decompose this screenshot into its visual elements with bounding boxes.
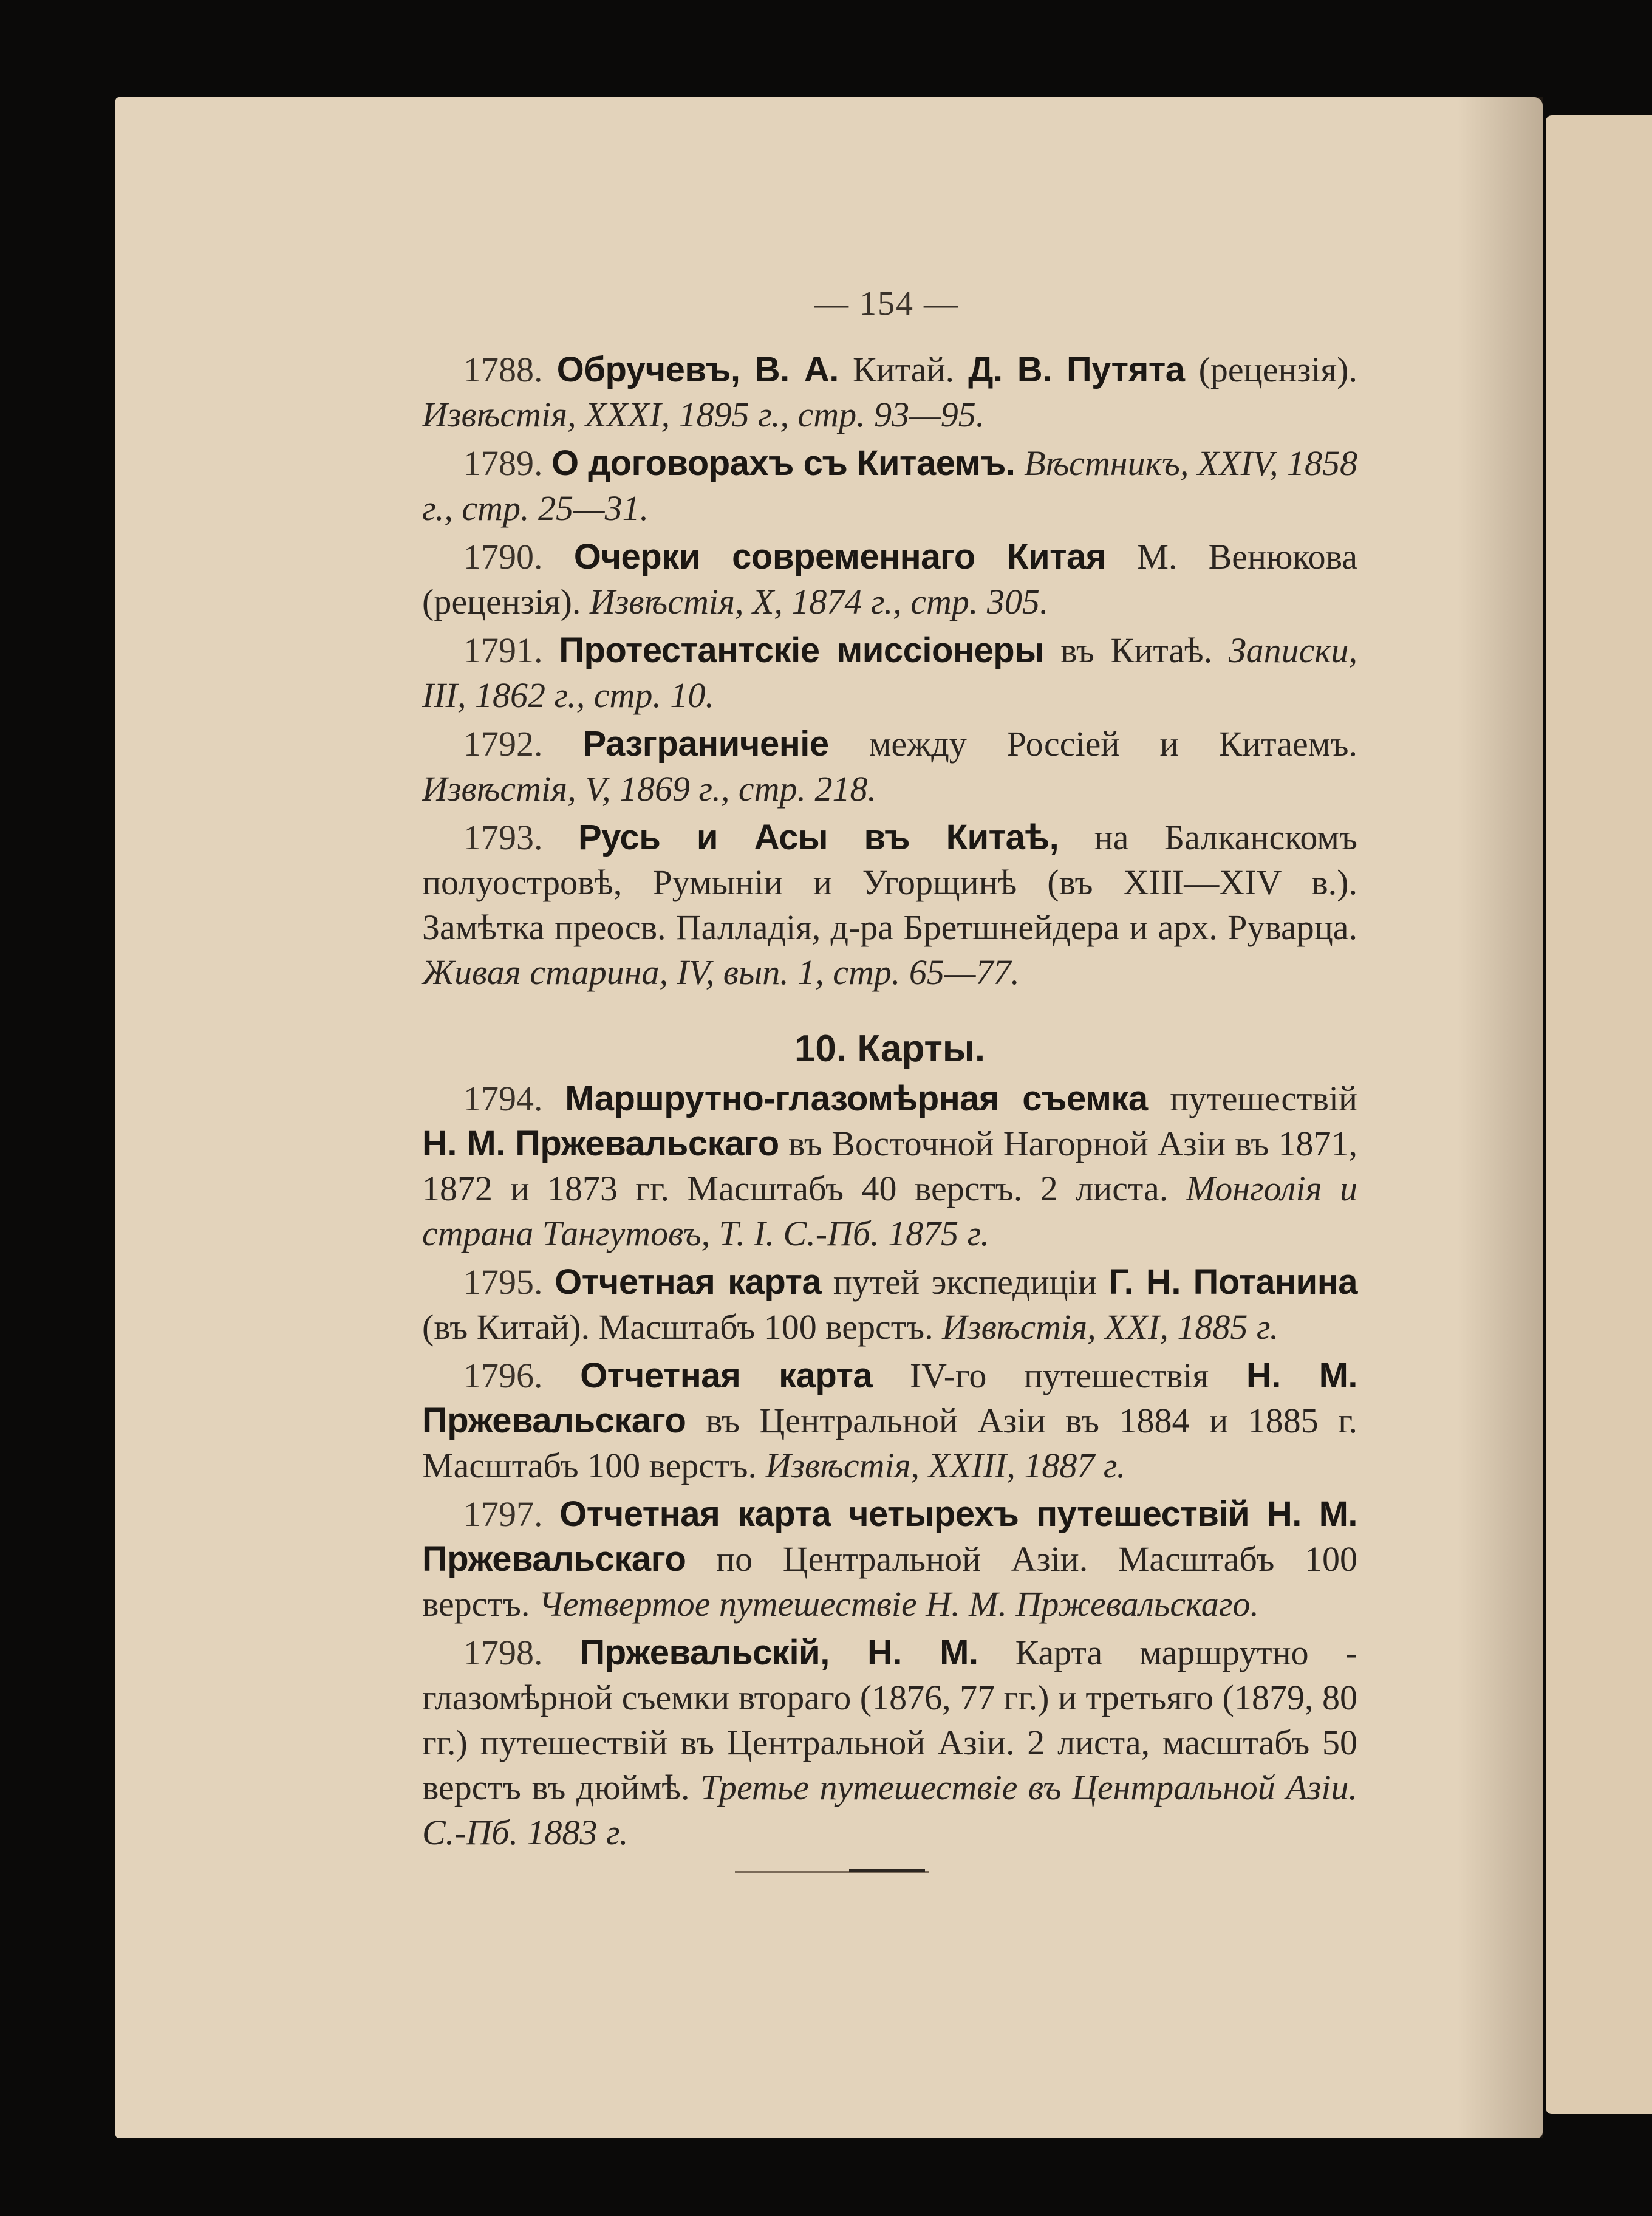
entry-text: въ Китаѣ.	[1044, 631, 1229, 670]
entry-1793	[422, 815, 1357, 995]
entry-source: Третье путешествіе въ Центральной Азіи. С.-Пб. 1883 г.	[422, 1768, 1357, 1852]
entry-1789	[422, 441, 1357, 531]
entry-title-2: Д. В. Путята	[968, 350, 1185, 389]
entry-title-2: Н. М. Пржевальскаго	[422, 1124, 779, 1163]
entry-source: Извѣстія, XXXI, 1895 г., стр. 93—95.	[422, 395, 985, 434]
entry-text: между Россіей и Китаемъ.	[828, 724, 1357, 764]
entry-title: Отчетная карта	[555, 1262, 822, 1302]
entry-title-2: Г. Н. Потанина	[1108, 1262, 1357, 1302]
entry-number: 1797.	[463, 1494, 543, 1534]
entry-source: Четвертое путешествіе Н. М. Пржевальскаго.	[538, 1584, 1259, 1624]
entry-title: Пржевальскій, Н. М.	[579, 1633, 978, 1672]
page-number: — 154 —	[814, 285, 959, 323]
entry-source: Извѣстія, XXI, 1885 г.	[942, 1307, 1279, 1347]
entry-1788	[422, 347, 1357, 437]
entry-number: 1789.	[463, 443, 543, 483]
entry-source: Вѣстникъ, XXIV, 1858 г., стр. 25—31.	[422, 443, 1358, 528]
entry-text: по Центральной Азіи. Масштабъ 100 верстъ.	[422, 1539, 1357, 1624]
entry-1798	[422, 1630, 1357, 1855]
entry-number: 1796.	[463, 1356, 543, 1395]
entry-number: 1795.	[463, 1262, 543, 1302]
entry-1792	[422, 722, 1357, 812]
entry-title: Отчетная карта четырехъ путешествій Н. М. Пржевальскаго	[422, 1494, 1357, 1579]
entry-source: Извѣстія, XXIII, 1887 г.	[765, 1446, 1126, 1485]
facing-page	[1546, 115, 1652, 2114]
page-gutter	[1458, 97, 1543, 2138]
entry-number: 1790.	[463, 537, 543, 576]
entry-number: 1793.	[463, 818, 543, 857]
entry-title: Маршрутно-глазомѣрная съемка	[565, 1079, 1148, 1118]
entry-text: IV-го путешествія	[872, 1356, 1246, 1395]
entry-source: Извѣстія, X, 1874 г., стр. 305.	[589, 582, 1049, 621]
entry-number: 1792.	[463, 724, 543, 764]
entry-source: Извѣстія, V, 1869 г., стр. 218.	[422, 769, 877, 809]
entry-title-2: Н. М. Пржевальскаго	[422, 1356, 1358, 1440]
entry-title: Обручевъ, В. А.	[556, 350, 839, 389]
entry-text: путей экспедиціи	[821, 1262, 1109, 1302]
entry-title: Очерки современнаго Китая	[573, 537, 1107, 576]
entry-source: Записки, III, 1862 г., стр. 10.	[422, 631, 1358, 715]
entry-text-2: (рецензія).	[1184, 350, 1357, 389]
entry-number: 1788.	[463, 350, 543, 389]
entry-title: Разграниченіе	[582, 724, 829, 764]
entry-title: Протестантскіе миссіонеры	[559, 631, 1045, 670]
entry-title: О договорахъ съ Китаемъ.	[551, 443, 1015, 483]
entry-source: Монголія и страна Тангутовъ, Т. I. С.-Пб. 1875 г.	[422, 1169, 1357, 1253]
end-rule-bold	[849, 1869, 925, 1872]
entry-text: М. Венюкова (рецензія).	[422, 537, 1357, 621]
entry-text-2: (въ Китай). Масштабъ 100 верстъ.	[422, 1307, 943, 1347]
entry-text-2: въ Центральной Азіи въ 1884 и 1885 г. Масштабъ 100 верстъ.	[422, 1401, 1357, 1485]
entry-title: Русь и Асы въ Китаѣ,	[578, 818, 1059, 857]
entry-1790	[422, 535, 1357, 624]
section-heading: 10. Карты.	[794, 1028, 986, 1070]
entry-text-2: въ Восточной Нагорной Азіи въ 1871, 1872 и 1873 гг. Масштабъ 40 верстъ. 2 листа.	[422, 1124, 1357, 1208]
entry-number: 1791.	[463, 631, 543, 670]
entry-text: на Балканскомъ полуостровѣ, Румыніи и Угорщинѣ (въ XIII—XIV в.). Замѣтка преосв. Палладія, д-ра Бретшнейдера и арх. Руварца.	[422, 818, 1358, 947]
entry-text: Китай.	[838, 350, 969, 389]
entry-title: Отчетная карта	[580, 1356, 873, 1395]
entry-source: Живая старина, IV, вып. 1, стр. 65—77.	[422, 952, 1020, 992]
entry-text: Карта маршрутно - глазомѣрной съемки втораго (1876, 77 гг.) и третьяго (1879, 80 гг.) путешествій въ Центральной Азіи. 2 листа, масштабъ 50 верстъ въ дюймѣ.	[422, 1633, 1358, 1807]
entry-1797	[422, 1492, 1357, 1627]
entry-1795	[422, 1260, 1357, 1350]
entry-1796	[422, 1353, 1357, 1488]
entry-text: путешествій	[1147, 1079, 1357, 1118]
text-block	[422, 279, 1357, 1859]
entry-1794	[422, 1076, 1357, 1256]
entry-1791	[422, 628, 1357, 718]
entry-text	[1015, 443, 1025, 483]
entry-number: 1798.	[463, 1633, 543, 1672]
entry-number: 1794.	[463, 1079, 543, 1118]
